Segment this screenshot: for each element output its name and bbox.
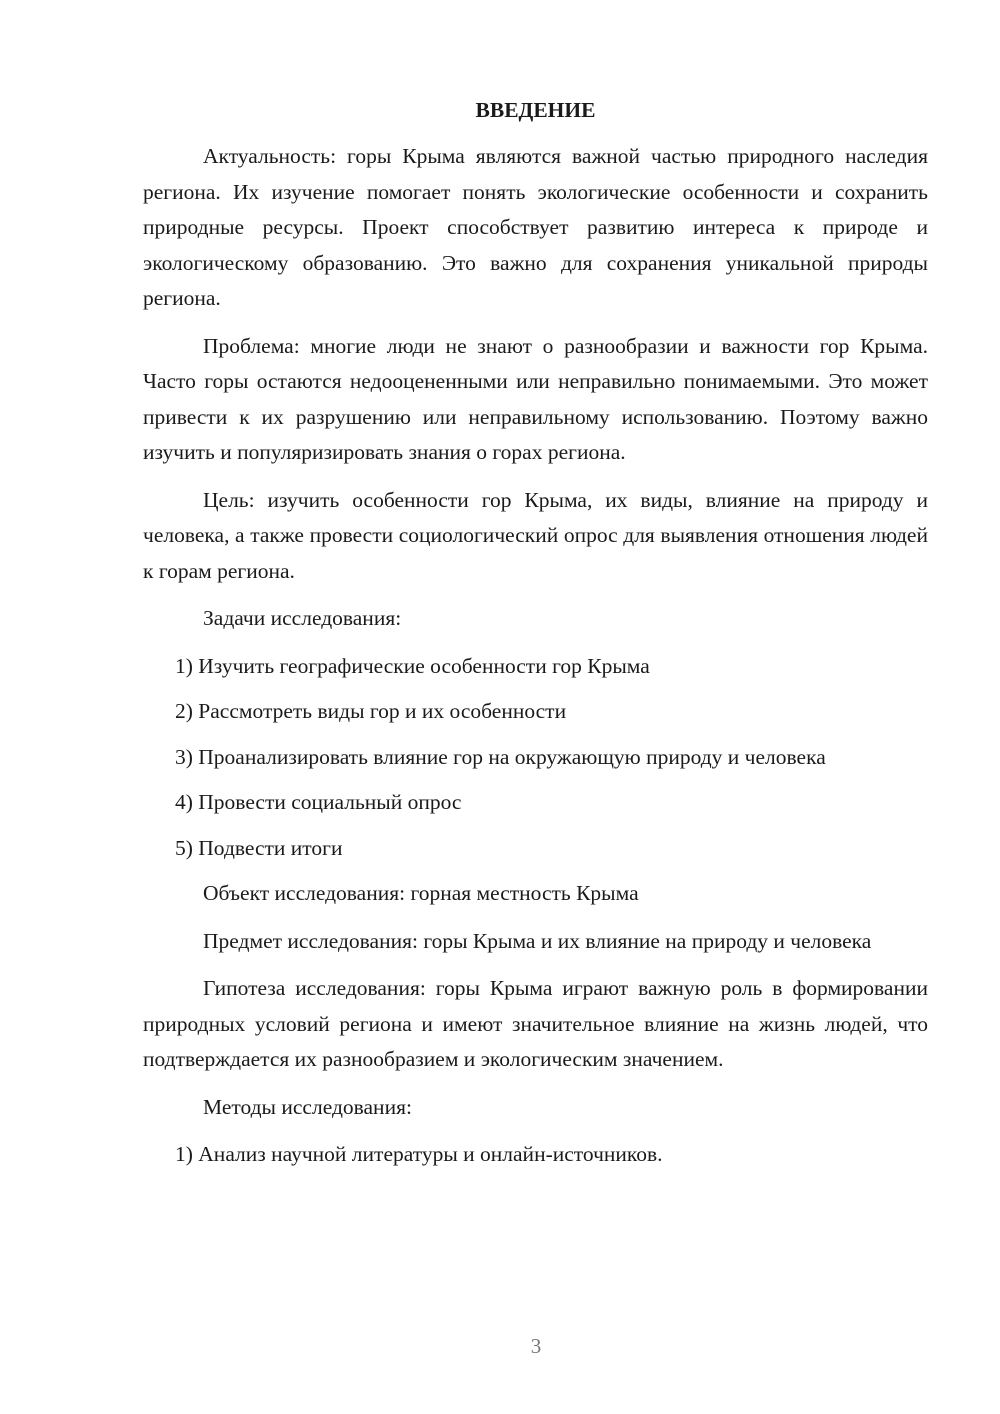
task-item-5: 5) Подвести итоги (175, 835, 343, 860)
relevance-paragraph: Актуальность: горы Крыма являются важной частью природного наследия региона. Их изучение помогает понять экологические особенности и сохранить природные ресурсы. Проект способствует развитию интереса к природе и экологическому образованию. Это важно для сохранения уникальной природы региона. (143, 144, 928, 310)
problem-paragraph: Проблема: многие люди не знают о разнообразии и важности гор Крыма. Часто горы остаются недооцененными или неправильно понимаемыми. Это может привести к их разрушению или неправильному использованию. Поэтому важно изучить и популяризировать знания о горах региона. (143, 333, 928, 464)
object-paragraph: Объект исследования: горная местность Крыма (203, 881, 639, 905)
tasks-heading: Задачи исследования: (203, 606, 402, 630)
task-item-4: 4) Провести социальный опрос (175, 790, 462, 814)
page-title: ВВЕДЕНИЕ (475, 98, 596, 122)
page-number: 3 (530, 1334, 542, 1358)
methods-heading: Методы исследования: (203, 1094, 412, 1119)
method-item-1: 1) Анализ научной литературы и онлайн-источников. (175, 1142, 663, 1166)
task-item-1: 1) Изучить географические особенности гор Крыма (175, 653, 650, 678)
hypothesis-paragraph: Гипотеза исследования: горы Крыма играют важную роль в формировании природных условий региона и имеют значительное влияние на жизнь людей, что подтверждается их разнообразием и экологическим значением. (143, 976, 928, 1071)
goal-paragraph: Цель: изучить особенности гор Крыма, их виды, влияние на природу и человека, а также провести социологический опрос для выявления отношения людей к горам региона. (143, 487, 928, 583)
subject-paragraph: Предмет исследования: горы Крыма и их влияние на природу и человека (203, 928, 872, 953)
page-content (143, 95, 928, 1183)
task-item-2: 2) Рассмотреть виды гор и их особенности (175, 699, 567, 723)
task-item-3: 3) Проанализировать влияние гор на окружающую природу и человека (175, 744, 826, 769)
